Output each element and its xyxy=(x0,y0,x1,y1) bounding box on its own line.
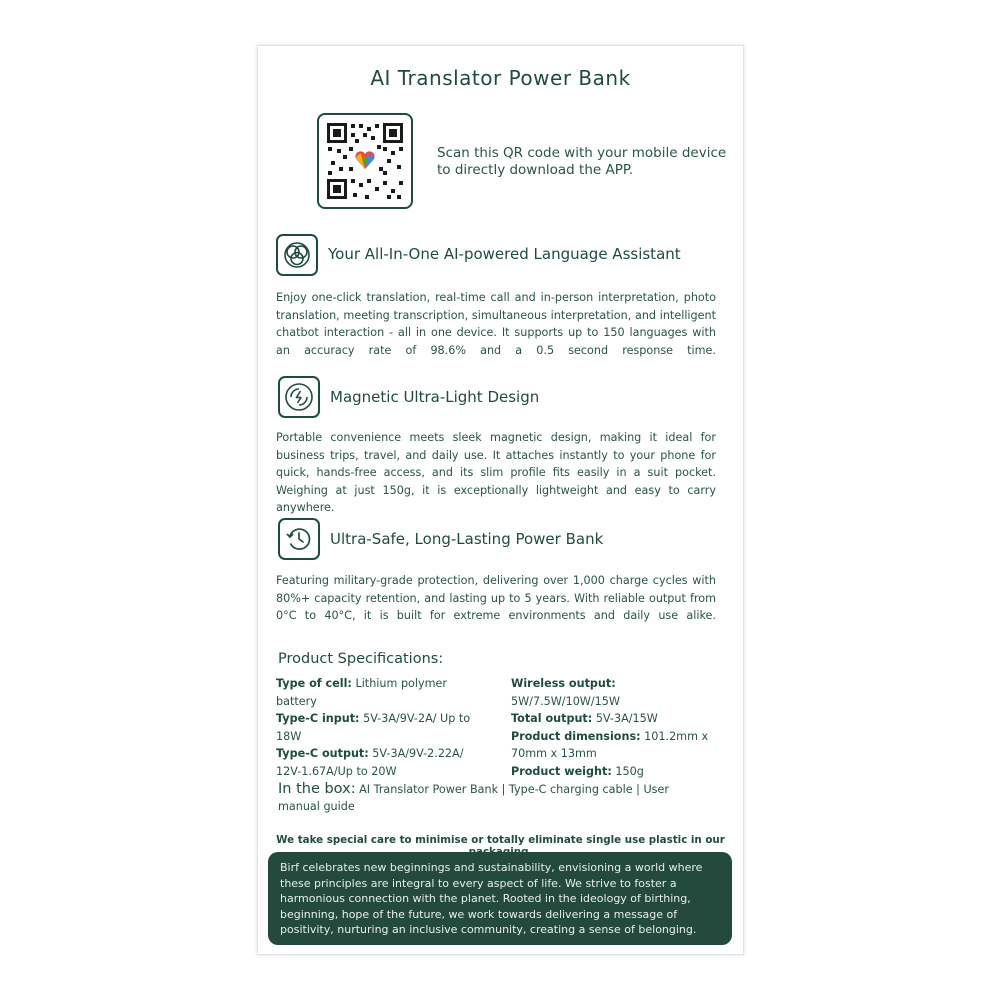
specs-left-column xyxy=(276,675,488,780)
qr-code-icon[interactable] xyxy=(317,113,413,209)
spec-row: Wireless output: 5W/7.5W/10W/15W xyxy=(511,677,620,708)
in-the-box-label: In the box: xyxy=(278,781,356,797)
spec-row: Type-C output: 5V-3A/9V-2.22A/ 12V-1.67A/Up to 20W xyxy=(276,747,464,778)
section-body-power-bank: Featuring military-grade protection, delivering over 1,000 charge cycles with 80%+ capacity retention, and lasting up to 5 years. With reliable output from 0°C to 40°C, it is built for extreme environments and daily use alike. xyxy=(276,574,716,622)
spec-row: Type of cell: Lithium polymer battery xyxy=(276,677,447,708)
sustainability-panel xyxy=(268,852,732,945)
spec-row: Product dimensions: 101.2mm x 70mm x 13mm xyxy=(511,729,709,760)
section-body-magnetic-design: Portable convenience meets sleek magnetic design, making it ideal for business trips, travel, and daily use. It attaches instantly to your phone for quick, hands-free access, and its slim profile fits easily in a suit pocket. Weighing at just 150g, it is exceptionally lightweight and easy to carry anywhere. xyxy=(276,431,716,514)
spec-row: Total output: 5V-3A/15W xyxy=(511,712,658,725)
section-title-power-bank: Ultra-Safe, Long-Lasting Power Bank xyxy=(330,530,604,548)
section-body-language-assistant: Enjoy one-click translation, real-time call and in-person interpretation, photo translation, meeting transcription, simultaneous interpretation, and intelligent chatbot interaction - all in one device. It supports up to 150 languages with an accuracy rate of 98.6% and a 0.5 second response time. xyxy=(276,291,716,357)
section-title-magnetic-design: Magnetic Ultra-Light Design xyxy=(330,388,540,406)
page-title: AI Translator Power Bank xyxy=(370,66,631,90)
sustainability-text: Birf celebrates new beginnings and sustainability, envisioning a world where these principles are integral to every aspect of life. We strive to foster a harmonious connection with the planet. Rooted in the ideology of birthing, beginning, hope of the future, we work towards delivering a message of positivity, nurturing an inclusive community, creating a sense of belonging. xyxy=(280,861,703,936)
qr-instructions: Scan this QR code with your mobile device to directly download the APP. xyxy=(437,145,727,178)
in-the-box-contents: AI Translator Power Bank | Type-C charging cable | User manual guide xyxy=(278,783,669,813)
overlapping-circles-icon xyxy=(276,234,318,276)
clock-refresh-icon xyxy=(278,518,320,560)
packaging-note: We take special care to minimise or totally eliminate single use plastic in our xyxy=(276,834,725,846)
section-title-language-assistant: Your All-In-One AI-powered Language Assistant xyxy=(328,245,681,263)
spec-row: Product weight: 150g xyxy=(511,764,644,778)
product-card xyxy=(257,45,744,955)
specs-right-column xyxy=(511,675,716,780)
specifications-heading: Product Specifications: xyxy=(278,651,444,667)
magnetic-charge-icon xyxy=(278,376,320,418)
in-the-box xyxy=(278,781,698,815)
spec-row: Type-C input: 5V-3A/9V-2A/ Up to 18W xyxy=(276,712,471,743)
